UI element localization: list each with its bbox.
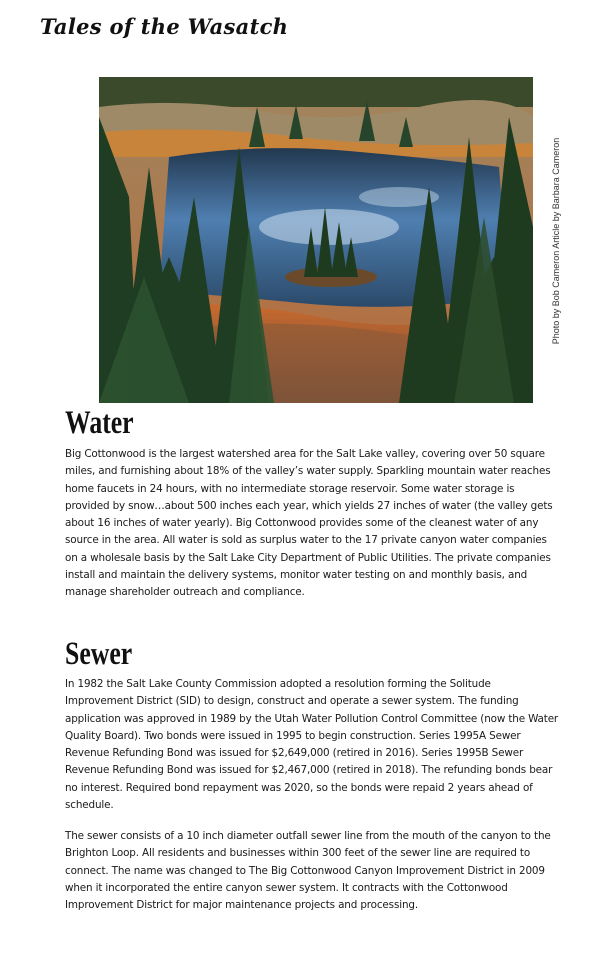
sewer-paragraph-system: The sewer consists of a 10 inch diameter outfall sewer line from the mouth of the canyon to the Brighton Loop. All residents and businesses within 300 feet of the sewer line are required to connect. The name was changed to The Big Cottonwood Canyon Improvement District in 2009 when it incorporated the entire canyon sewer system. It contracts with the Cottonwood Improvement District for major maintenance projects and processing.: [65, 830, 551, 912]
sewer-paragraph-history: In 1982 the Salt Lake County Commission adopted a resolution forming the Solitude Improvement District (SID) to design, construct and operate a sewer system. The funding application was approved in 1989 by the Utah Water Pollution Control Committee (now the Water Quality Board). Two bonds were issued in 1995 to begin construction. Series 1995A Sewer Revenue Refunding Bond was issued for $2,649,000 (retired in 2016). Series 1995B Sewer Revenue Refunding Bond was issued for $2,467,000 (retired in 2018). The refunding bonds bear no interest. Required bond repayment was 2020, so the bonds were repaid 2 years ahead of schedule.: [65, 678, 559, 812]
water-paragraph: Big Cottonwood is the largest watershed area for the Salt Lake valley, covering over 50 square miles, and furnishing about 18% of the valley’s water supply. Sparkling mountain water reaches home faucets in 24 hours, with no intermediate storage reservoir. Some water storage is provided by snow…about 500 inches each year, which yields 27 inches of water (the valley gets about 16 inches of water yearly). Big Cottonwood provides some of the cleanest water of any source in the area. All water is sold as surplus water to the 17 private canyon water companies on a wholesale basis by the Salt Lake City Department of Public Utilities. The private companies install and maintain the delivery systems, monitor water testing on and monthly basis, and manage shareholder outreach and compliance.: [65, 448, 553, 599]
lake-photo: [99, 77, 533, 403]
masthead-title: Tales of the Wasatch: [40, 14, 289, 39]
photo-credit: [546, 78, 566, 404]
water-heading: Water: [65, 405, 134, 441]
photo-credit-text: Photo by Bob Cameron Article by Barbara Cameron: [551, 137, 561, 345]
sewer-heading: Sewer: [65, 636, 133, 672]
